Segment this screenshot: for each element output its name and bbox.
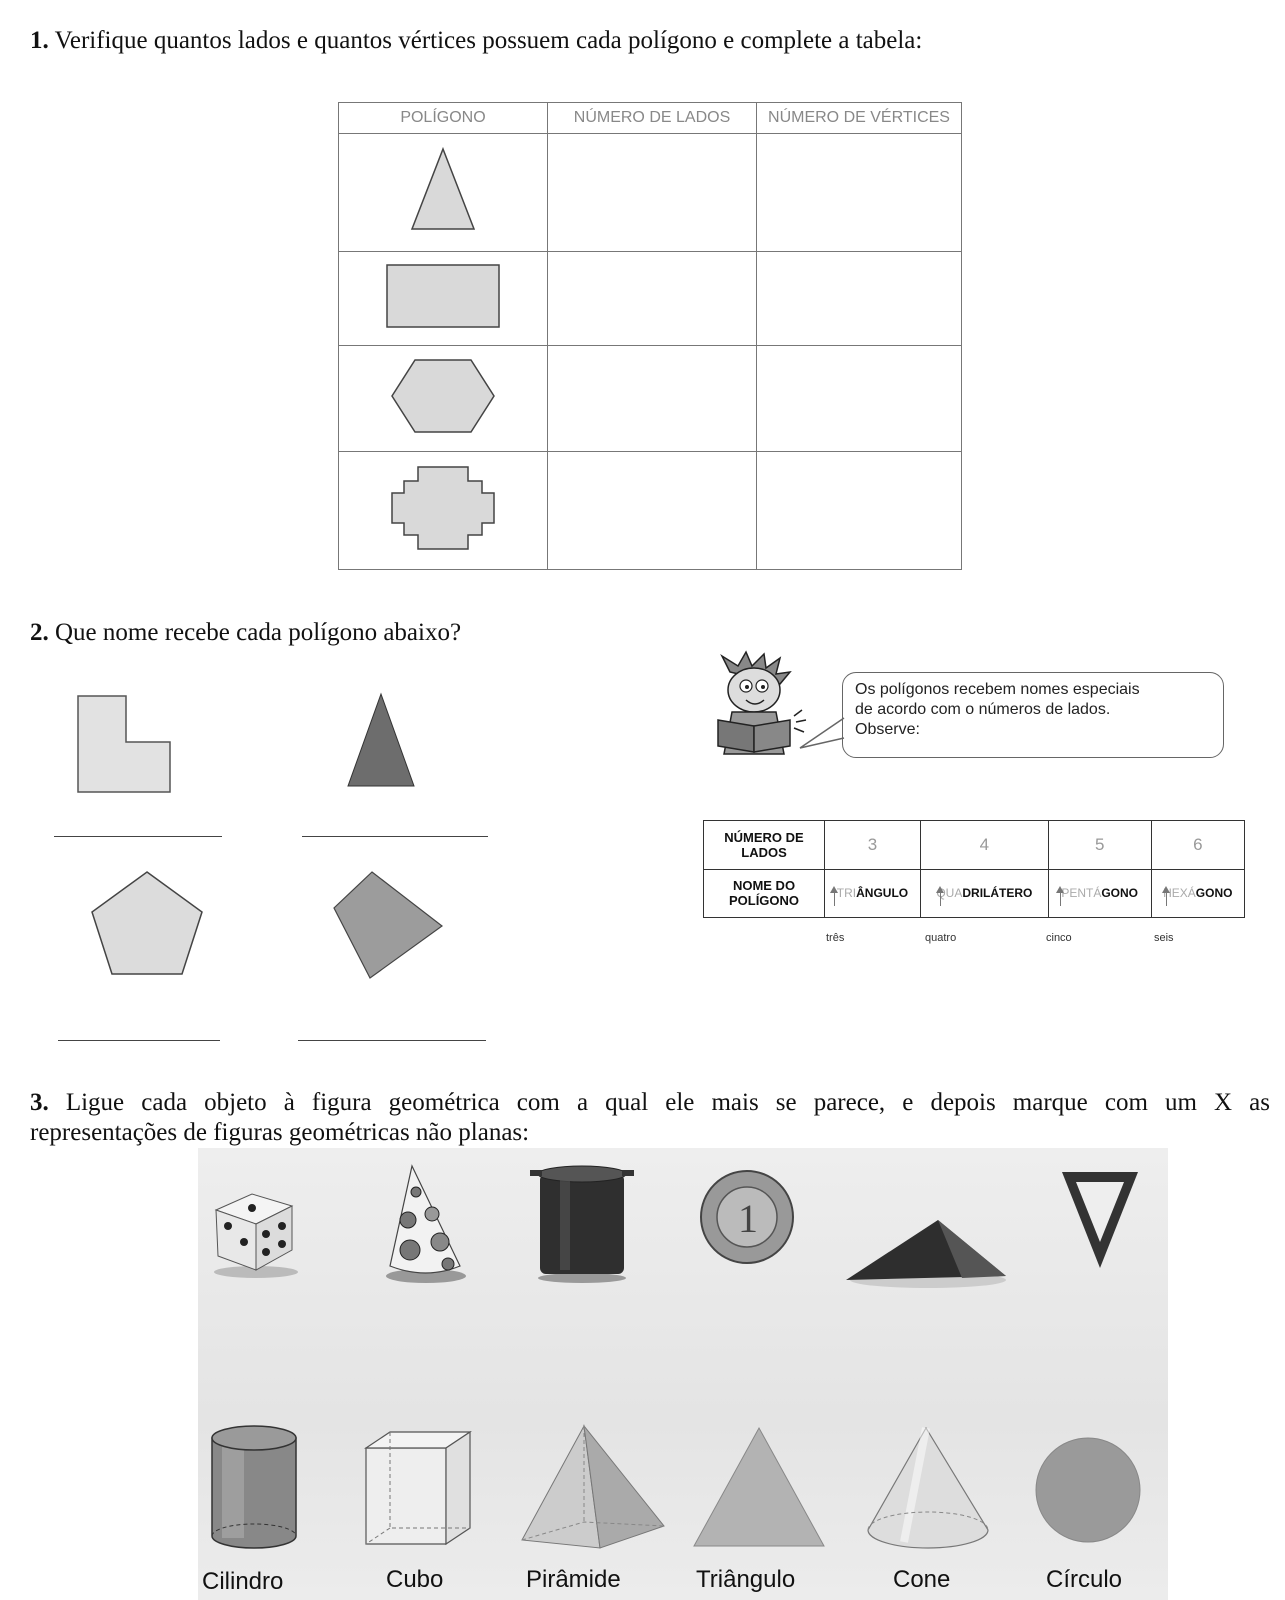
hexagon-cell — [339, 345, 548, 451]
bubble-line: Os polígonos recebem nomes especiais — [855, 681, 1140, 698]
name-suffix: GONO — [1101, 886, 1139, 901]
cube-icon[interactable] — [362, 1428, 482, 1552]
dice-icon[interactable] — [208, 1186, 298, 1280]
name-suffix: GONO — [1195, 886, 1233, 901]
arrow-up-icon — [1166, 888, 1167, 906]
name-suffix: DRILÁTERO — [962, 886, 1033, 901]
header-numero-vertices: NÚMERO DE VÉRTICES — [757, 103, 962, 134]
party-hat-icon[interactable] — [380, 1162, 468, 1284]
name-prefix: QUA — [936, 886, 963, 901]
root-tres: três — [826, 932, 845, 944]
sides-4: 4 — [920, 821, 1048, 870]
cylinder-icon[interactable] — [206, 1422, 302, 1552]
vertices-answer-cell[interactable] — [757, 134, 962, 252]
trash-can-icon[interactable] — [530, 1160, 634, 1284]
root-cinco: cinco — [1046, 932, 1072, 944]
dark-triangle-shape — [344, 690, 418, 790]
sides-5: 5 — [1048, 821, 1151, 870]
pyramid-tent-icon[interactable] — [842, 1216, 1006, 1290]
polygon-names-table — [703, 820, 1245, 918]
name-row-header — [704, 869, 825, 918]
name-prefix: TRI — [836, 886, 857, 901]
triangle-icon[interactable] — [690, 1424, 828, 1550]
label-piramide: Pirâmide — [526, 1566, 621, 1593]
triangle-shape — [408, 145, 478, 235]
rectangle-shape — [383, 261, 503, 331]
question-3-text: Ligue cada objeto à figura geométrica com a qual ele mais se parece, e depois marque com um X as — [65, 1089, 1270, 1116]
question-2 — [30, 618, 461, 648]
arrow-up-icon — [1060, 888, 1061, 906]
cross-shape — [388, 463, 498, 553]
question-1-number: 1. — [30, 27, 49, 54]
cross-cell — [339, 451, 548, 569]
label-cone: Cone — [893, 1566, 951, 1593]
svg-text:1: 1 — [738, 1196, 758, 1241]
name-prefix: PENTÁ — [1061, 886, 1102, 901]
name-suffix: ÂNGULO — [856, 886, 909, 901]
sides-row-header — [704, 821, 825, 870]
label-circulo: Círculo — [1046, 1566, 1123, 1593]
vertices-answer-cell[interactable] — [757, 345, 962, 451]
objects-panel — [198, 1148, 1168, 1600]
answer-line[interactable] — [302, 836, 488, 837]
answer-line — [298, 1040, 486, 1041]
vertices-answer-cell[interactable] — [757, 451, 962, 569]
question-1 — [30, 26, 922, 56]
header-poligono: POLÍGONO — [339, 103, 548, 134]
bubble-line: de acordo com o números de lados. — [855, 701, 1111, 718]
sides-answer-cell[interactable] — [548, 134, 757, 252]
label-cubo: Cubo — [386, 1566, 444, 1593]
answer-line[interactable] — [54, 836, 222, 837]
cone-icon[interactable] — [864, 1424, 994, 1554]
question-3 — [30, 1088, 1270, 1118]
triangle-cell — [339, 134, 548, 252]
sides-6: 6 — [1151, 821, 1244, 870]
triangle-sign-icon[interactable] — [1058, 1168, 1142, 1272]
header-line: LADOS — [741, 844, 787, 860]
name-pentagono — [1048, 869, 1151, 918]
sides-answer-cell[interactable] — [548, 252, 757, 346]
polygon-table — [338, 102, 962, 570]
vertices-answer-cell[interactable] — [757, 252, 962, 346]
arrow-up-icon — [834, 888, 835, 906]
quadrilateral-shape — [330, 868, 446, 982]
circle-icon[interactable] — [1032, 1434, 1144, 1546]
header-numero-lados: NÚMERO DE LADOS — [548, 103, 757, 134]
question-3-text: representações de figuras geométricas não planas: — [30, 1119, 530, 1146]
answer-line[interactable] — [58, 1040, 220, 1041]
name-prefix: HEXÁ — [1163, 886, 1196, 901]
bubble-line: Observe: — [855, 721, 920, 738]
header-line: NOME DO — [732, 878, 796, 894]
label-cilindro: Cilindro — [202, 1568, 284, 1595]
l-shape — [74, 692, 174, 798]
label-triangulo: Triângulo — [696, 1566, 796, 1593]
question-1-text: Verifique quantos lados e quantos vértices possuem cada polígono e complete a tabela: — [54, 27, 923, 54]
speech-bubble — [842, 672, 1224, 758]
hexagon-shape — [388, 356, 498, 436]
question-2-text: Que nome recebe cada polígono abaixo? — [55, 619, 462, 646]
rectangle-cell — [339, 252, 548, 346]
sides-3: 3 — [825, 821, 921, 870]
root-seis: seis — [1154, 932, 1174, 944]
coin-icon[interactable] — [698, 1168, 796, 1266]
question-3-continued — [30, 1118, 529, 1148]
bubble-tail — [798, 712, 848, 752]
header-line: NÚMERO DE — [724, 829, 804, 845]
sides-answer-cell[interactable] — [548, 345, 757, 451]
sides-answer-cell[interactable] — [548, 451, 757, 569]
arrow-up-icon — [940, 888, 941, 906]
question-2-number: 2. — [30, 619, 49, 646]
header-line: POLÍGONO — [728, 893, 800, 909]
pyramid-icon[interactable] — [518, 1422, 668, 1552]
pentagon-shape — [88, 868, 206, 978]
root-quatro: quatro — [925, 932, 957, 944]
name-triangulo — [825, 869, 921, 918]
question-3-number: 3. — [30, 1089, 49, 1116]
